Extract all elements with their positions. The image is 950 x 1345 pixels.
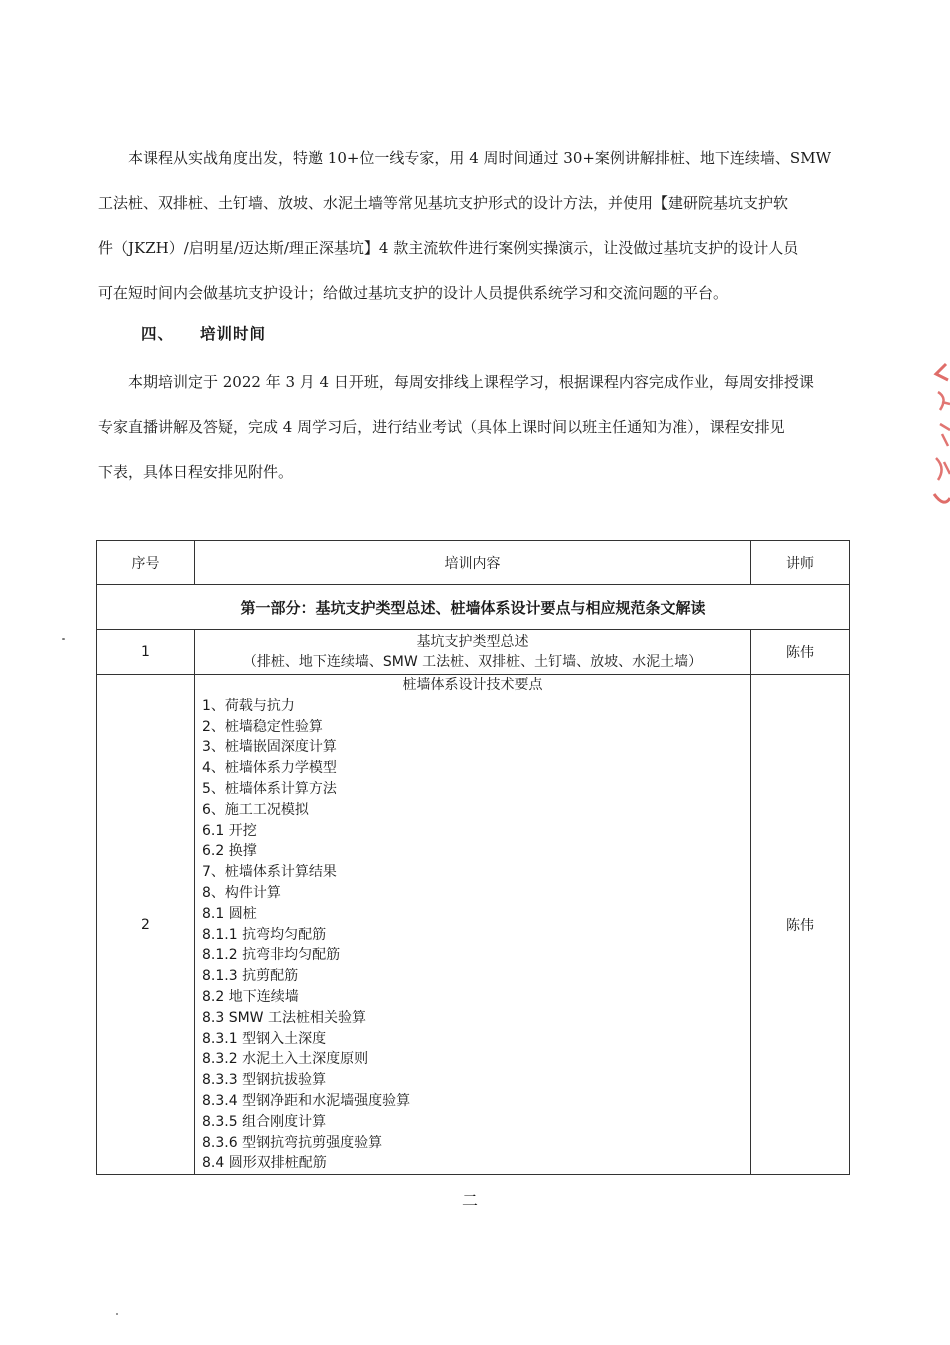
list-item: 7、桩墙体系计算结果 [202, 864, 337, 881]
stamp-mark [936, 364, 948, 380]
part-title: 第一部分：基坑支护类型总述、桩墙体系设计要点与相应规范条文解读 [97, 585, 850, 630]
scan-speck [62, 638, 65, 640]
list-item: 8.2 地下连续墙 [202, 988, 299, 1005]
row-title: 桩墙体系设计技术要点 [402, 677, 543, 693]
intro-paragraph [98, 136, 833, 316]
intro-line: 件（JKZH）/启明星/迈达斯/理正深基坑】4 款主流软件进行案例实操演示，让没做过基坑支护的设计人员 [98, 239, 799, 257]
page-number: 二 [462, 1191, 479, 1210]
row-teacher: 陈伟 [751, 630, 850, 675]
list-item: 6.1 开挖 [202, 822, 257, 839]
part-title-row [97, 585, 850, 630]
list-item: 8.3.4 型钢净距和水泥墙强度验算 [202, 1092, 411, 1109]
list-item: 8.3.5 组合刚度计算 [202, 1113, 327, 1130]
stamp-mark [940, 424, 950, 446]
intro-line: 本课程从实战角度出发，特邀 10+位一线专家，用 4 周时间通过 30+案例讲解排桩、地下连续墙、SMW [128, 149, 831, 167]
header-content: 培训内容 [195, 541, 751, 585]
list-item: 2、桩墙稳定性验算 [202, 718, 323, 735]
scan-speck [116, 1313, 118, 1315]
schedule-line: 本期培训定于 2022 年 3 月 4 日开班，每周安排线上课程学习，根据课程内容完成作业，每周安排授课 [128, 373, 814, 391]
list-item: 8、构件计算 [202, 884, 281, 901]
intro-line: 可在短时间内会做基坑支护设计；给做过基坑支护的设计人员提供系统学习和交流问题的平台。 [98, 284, 729, 302]
table-row [97, 675, 850, 1175]
list-item: 6.2 换撑 [202, 843, 257, 860]
section-title: 培训时间 [200, 325, 267, 343]
list-item: 6、施工工况模拟 [202, 801, 309, 818]
row-content [195, 630, 751, 675]
row-num: 2 [97, 675, 195, 1175]
stamp-mark [936, 458, 950, 480]
row-teacher: 陈伟 [751, 675, 850, 1175]
list-item: 8.3 SMW 工法桩相关验算 [202, 1009, 366, 1026]
list-item: 8.1.1 抗弯均匀配筋 [202, 926, 327, 943]
training-schedule-table [96, 540, 850, 1175]
schedule-line: 专家直播讲解及答疑，完成 4 周学习后，进行结业考试（具体上课时间以班主任通知为准），课程安排见 [98, 418, 785, 436]
table-header-row [97, 541, 850, 585]
row-content [195, 675, 751, 1175]
section-heading [141, 322, 266, 344]
list-item: 8.1.3 抗剪配筋 [202, 968, 299, 985]
list-item: 8.3.3 型钢抗拔验算 [202, 1072, 327, 1089]
list-item: 4、桩墙体系力学模型 [202, 760, 337, 777]
header-num: 序号 [97, 541, 195, 585]
row-title: 基坑支护类型总述 [416, 634, 529, 650]
intro-line: 工法桩、双排桩、土钉墙、放坡、水泥土墙等常见基坑支护形式的设计方法，并使用【建研院基坑支护软 [98, 194, 789, 212]
list-item: 3、桩墙嵌固深度计算 [202, 739, 337, 756]
list-item: 8.3.1 型钢入土深度 [202, 1030, 327, 1047]
list-item: 8.3.2 水泥土入土深度原则 [202, 1051, 369, 1068]
schedule-paragraph [98, 360, 833, 495]
list-item: 8.1 圆桩 [202, 905, 257, 922]
list-item: 8.4 圆形双排桩配筋 [202, 1155, 327, 1172]
header-teacher: 讲师 [751, 541, 850, 585]
schedule-line: 下表，具体日程安排见附件。 [98, 463, 294, 481]
list-item: 8.3.6 型钢抗弯抗剪强度验算 [202, 1134, 383, 1151]
list-item: 8.1.2 抗弯非均匀配筋 [202, 947, 341, 964]
stamp-mark [938, 392, 950, 410]
list-item: 1、荷载与抗力 [202, 697, 295, 714]
seal-stamp-edge [928, 358, 950, 518]
table-row [97, 630, 850, 675]
row-subtitle: （排桩、地下连续墙、SMW 工法桩、双排桩、土钉墙、放坡、水泥土墙） [242, 654, 703, 670]
section-number: 四、 [141, 325, 175, 343]
list-item: 5、桩墙体系计算方法 [202, 780, 337, 797]
stamp-mark [934, 494, 950, 502]
topic-list [202, 696, 750, 1174]
row-num: 1 [97, 630, 195, 675]
